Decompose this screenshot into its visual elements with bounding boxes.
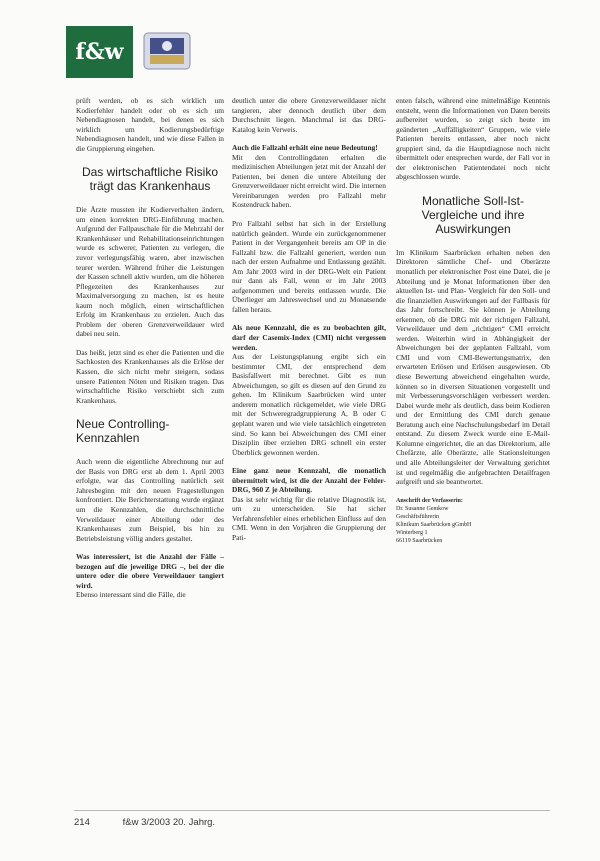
paragraph-lead: Was interessiert, ist die Anzahl der Fälle – bezogen auf die jeweilige DRG –, bei der die untere oder die obere Verweildauer tangiert wird.	[76, 552, 224, 590]
journal-logo: f&w	[66, 26, 133, 78]
page-footer	[74, 817, 215, 828]
author-line: Winterberg 1	[396, 529, 428, 536]
column-middle	[232, 96, 386, 552]
author-line: Klinikum Saarbrücken gGmbH	[396, 521, 472, 528]
author-heading: Anschrift der Verfasserin:	[396, 497, 463, 504]
paragraph: prüft werden, ob es sich wirklich um Kodierfehler handelt oder ob es sich um Nebendiagnosen handelt, bei denen es sich wirklich um Kodierungsbedürftige Nebendiagnosen handelt, und wie diese Fallen in die Gruppierung eingehen.	[76, 96, 224, 153]
paragraph-lead: Auch die Fallzahl erhält eine neue Bedeutung!	[232, 143, 378, 153]
section-heading: Neue Controlling-Kennzahlen	[76, 417, 170, 446]
paragraph: Aus der Leistungsplanung ergibt sich ein bestimmter CMI, der entsprechend dem Basisfallwert mit berechnet. Gibt es nun Abweichungen, so gilt es diesen auf den Grund zu gehen. Im Klinikum Saarbrücken wird unter anderem monatlich rückgemeldet, wie viele DRG mit der Schweregradgruppierung A, B oder C geplant waren und wie viele tatsächlich eingetreten sind. So kann bei Abweichungen des CMI einer Disziplin über erzielten DRG schnell ein erster Überblick gewonnen werden.	[232, 352, 386, 457]
author-address	[396, 497, 550, 545]
footer-divider	[74, 810, 550, 811]
paragraph: enten falsch, während eine mittelmäßige Kenntnis entsteht, wenn die Informationen von Daten bereits aufbereitet wurden, so zeigt sich heute im geänderten „Auffälligkeiten“ Gruppen, wie viele Patienten bereits entlassen, aber noch nicht gruppiert sind, da die Hauptdiagnose noch nicht übermittelt oder entsprechen wurde, der Fall vor in der elektronischen Patientendatei noch nicht abgeschlossen wurde.	[396, 96, 550, 182]
paragraph: Im Klinikum Saarbrücken erhalten neben den Direktoren sämtliche Chef- und Oberärzte monatlich per elektronischer Post eine Datei, die je Abteilung und je Monat Informationen über den aktuellen Ist- und Plan- Vergleich für den Soll- und die finanziellen Auswirkungen auf der Fallbasis für das Jahr fortschreibt. Sie können je Abteilung erkennen, ob die DRG mit der richtigen Fallzahl, Verweildauer und dem „richtigen“ CMI erreicht werden. Weiterhin wird in Abhängigkeit der Abweichungen bei der geplanten Fallzahl, vom CMI und vom CMI-Bewertungsmatrix, den erwarteten Erlösen und Erlösen ausgewiesen. Ob diese Bewertung abweichend eingehalten wurde, können so in diversen Situationen vorgestellt und mit Verbesserungsvorschlägen verbessert werden. Dabei wurde mehr als deutlich, dass beim Kodieren und der Ermittlung des CMI durch genaue Beratung auch eine Nachschulungsbedarf im Detail entstand. Zu diesem Zweck wurde eine E-Mail-Kolumne eingerichtet, die an das Direktorium, alle Chefärzte, alle Oberärzte, alle Stationsleitungen und alle Abteilungsleiter der Verwaltung gerichtet ist und regelmäßig die aufgebrachten Detailfragen aufgreift und sie beantwortet.	[396, 247, 550, 487]
page-number: 214	[74, 817, 90, 828]
author-line: 66119 Saarbrücken	[396, 537, 443, 544]
column-left	[76, 96, 224, 609]
column-right	[396, 96, 550, 545]
emblem-icon	[140, 30, 194, 72]
paragraph: Pro Fallzahl selbst hat sich in der Erstellung natürlich geändert. Wurde ein zurückgenommener Patient in der Vergangenheit bereits am OP in die Fallzahl bzw. die Fallzahl generiert, werden nun nach der ersten Aufnahme und Entlassung gezählt. Am Jahr 2003 wird in der DRG-Welt ein Patient nur dann als Fall, wenn er im Jahr 2003 aufgenommen und bereits entlassen wurde. Die Überlieger am Jahreswechsel und zu Monatsende fallen heraus.	[232, 219, 386, 314]
section-heading: Das wirtschaftliche Risiko trägt das Krankenhaus	[81, 165, 219, 194]
paragraph: Das heißt, jetzt sind es eher die Patienten und die Sachkosten des Krankenhauses als die Erlöse der Kassen, die sich nicht mehr steigern, sodass unsere Patienten Nöten und Risiken tragen. Das wirtschaftliche Risiko verschiebt sich zum Krankenhaus.	[76, 347, 224, 405]
paragraph: Mit den Controllingdaten erhalten die medizinischen Abteilungen jetzt mit der Anzahl der Patienten, bei denen die untere Abteilung der Grenzverweildauer nicht erreicht wird. Die internen Vereinbarungen werden pro Fallzahl mehr Kostendruck haben.	[232, 152, 386, 210]
paragraph: Die Ärzte mussten ihr Kodierverhalten ändern, um einen korrekten DRG-Einführung machen. Aufgrund der Fallpauschale für die Mehrzahl der Krankenhäuser und Rehabilitationseinrichtungen wurde es schwerer, Patienten zu verlegen, die zuvor verlegungsfähig waren, aber inzwischen teurer werden. Während früher die Leistungen der Kassen schnell aktiv wurden, um die höheren Pflegezeiten des Krankenhauses zur Maximalversorgung zu machen, ist es heute kaum noch möglich, einen wirtschaftlichen Erfolg im Krankenhaus zu erzielen. Auch das Problem der oberen Grenzverweildauer wird dabei neu sein.	[76, 205, 224, 339]
section-heading: Monatliche Soll-Ist-Vergleiche und ihre Auswirkungen	[421, 193, 525, 236]
author-line: Geschäftsführerin	[396, 513, 439, 520]
journal-issue: f&w 3/2003 20. Jahrg.	[122, 817, 216, 828]
paragraph: Das ist sehr wichtig für die relative Diagnostik ist, um zu unterscheiden. Sie hat sicher Verfahrensfehler eines erheblichen Einfluss auf den CMI. Wenn in den Vorjahren die Gruppierung der Pati-	[232, 494, 386, 542]
author-line: Dr. Susanne Gemkow	[396, 505, 449, 512]
paragraph: deutlich unter die obere Grenzverweildauer nicht tangieren, aber dennoch deutlich über dem Durchschnitt liegen. Manchmal ist das DRG-Katalog kein Verweis.	[232, 96, 386, 134]
paragraph: Auch wenn die eigentliche Abrechnung nur auf der Basis von DRG erst ab dem 1. April 2003 erfolgte, war das Controlling natürlich seit Jahresbeginn mit den neuen Fragestellungen konfrontiert. Die Berichterstattung wurde ergänzt um die Kennzahlen, die durchschnittliche Verweildauer einer Abteilung oder des Krankenhauses zum Beispiel, bis hin zu Betriebsleistung völlig anders gestaltet.	[76, 457, 224, 543]
paragraph-lead: Eine ganz neue Kennzahl, die monatlich übermittelt wird, ist die der Anzahl der Fehler-DRG, 960 Z je Abteilung.	[232, 466, 386, 495]
paragraph-lead: Als neue Kennzahl, die es zu beobachten gilt, darf der Casemix-Index (CMI) nicht vergessen werden.	[232, 323, 386, 352]
paragraph: Ebenso interessant sind die Fälle, die	[76, 590, 186, 600]
